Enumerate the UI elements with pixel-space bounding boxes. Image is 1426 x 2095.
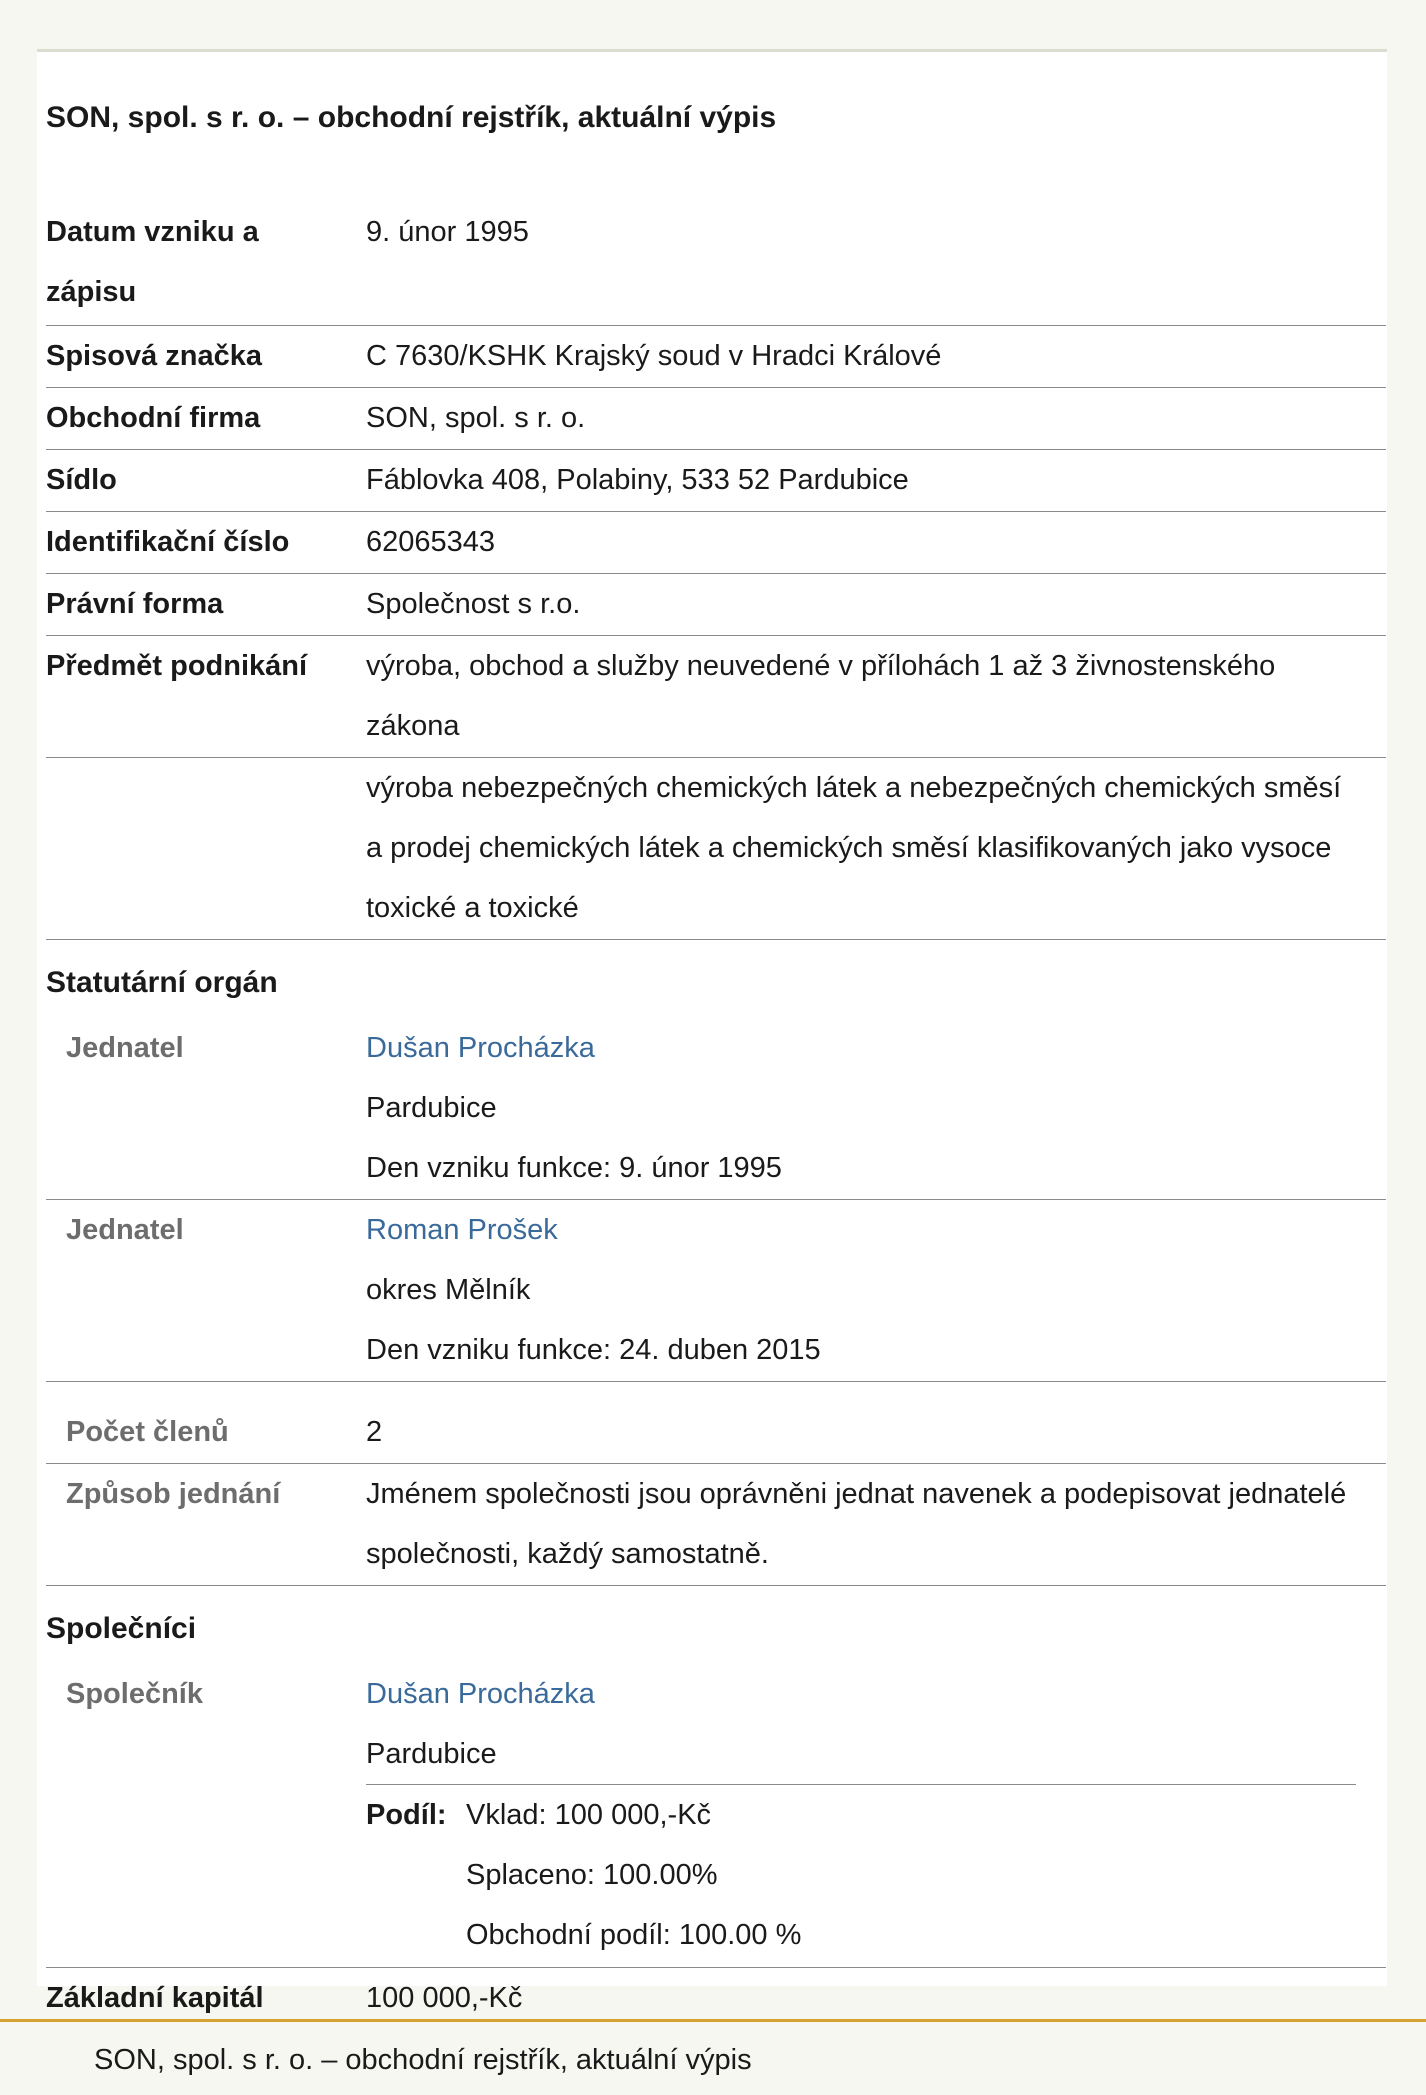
spolecnik-name-link[interactable]: Dušan Procházka	[366, 1678, 595, 1710]
zpusob-jednani-value	[366, 1464, 1386, 1584]
jednatel-2-name-link[interactable]: Roman Prošek	[366, 1214, 558, 1246]
datum-label-line1: Datum vzniku a	[46, 216, 259, 248]
row-pravni-forma	[46, 574, 1386, 636]
ico-value: 62065343	[366, 526, 496, 558]
footer-title: SON, spol. s r. o. – obchodní rejstřík, aktuální výpis	[94, 2044, 752, 2076]
spisova-label: Spisová značka	[46, 340, 262, 372]
jednatel-2-details	[366, 1200, 1386, 1380]
row-datum-vzniku	[46, 202, 1386, 326]
spisova-value: C 7630/KSHK Krajský soud v Hradci Králové	[366, 340, 942, 372]
predmet-item-2-line1: výroba nebezpečných chemických látek a nebezpečných chemických směsí	[366, 772, 1342, 804]
podil-values	[466, 1785, 801, 1965]
zpusob-jednani-line2: společnosti, každý samostatně.	[366, 1538, 769, 1570]
sidlo-value: Fáblovka 408, Polabiny, 533 52 Pardubice	[366, 464, 909, 496]
spolecnici-heading: Společníci	[46, 1612, 197, 1645]
row-obchodni-firma	[46, 388, 1386, 450]
jednatel-2-role: Jednatel	[66, 1214, 184, 1246]
firma-value: SON, spol. s r. o.	[366, 402, 586, 434]
jednatel-1-since: Den vzniku funkce: 9. únor 1995	[366, 1152, 782, 1184]
jednatel-1-place: Pardubice	[366, 1092, 497, 1124]
jednatel-2-since: Den vzniku funkce: 24. duben 2015	[366, 1334, 821, 1366]
kapital-value: 100 000,-Kč	[366, 1982, 523, 2014]
row-spisova-znacka	[46, 326, 1386, 388]
datum-label-line2: zápisu	[46, 276, 137, 308]
podil-obchodni: Obchodní podíl: 100.00 %	[466, 1919, 802, 1951]
pocet-clenu-label: Počet členů	[66, 1416, 229, 1448]
predmet-item-1	[366, 636, 1386, 756]
spolecnik-podil	[366, 1784, 1356, 1965]
row-zpusob-jednani	[46, 1464, 1386, 1586]
zpusob-jednani-label: Způsob jednání	[66, 1478, 281, 1510]
row-jednatel-1	[46, 1018, 1386, 1200]
row-predmet-podnikani-2	[46, 758, 1386, 940]
spolecnik-details	[366, 1664, 1386, 1784]
statutarni-heading: Statutární orgán	[46, 966, 278, 999]
forma-value: Společnost s r.o.	[366, 588, 581, 620]
zpusob-jednani-line1: Jménem společnosti jsou oprávněni jednat navenek a podepisovat jednatelé	[366, 1478, 1347, 1510]
datum-value: 9. únor 1995	[366, 216, 529, 248]
firma-label: Obchodní firma	[46, 402, 261, 434]
podil-vklad: Vklad: 100 000,-Kč	[466, 1799, 712, 1831]
podil-label: Podíl:	[366, 1799, 447, 1831]
pocet-clenu-value: 2	[366, 1416, 383, 1448]
jednatel-1-details	[366, 1018, 1386, 1198]
predmet-item-2-line2: a prodej chemických látek a chemických směsí klasifikovaných jako vysoce	[366, 832, 1332, 864]
predmet-label: Předmět podnikání	[46, 650, 308, 682]
row-spolecnik	[46, 1664, 1386, 1968]
predmet-item-2	[366, 758, 1386, 938]
jednatel-2-place: okres Mělník	[366, 1274, 531, 1306]
spolecnik-role: Společník	[66, 1678, 203, 1710]
datum-label	[46, 202, 346, 322]
jednatel-1-name-link[interactable]: Dušan Procházka	[366, 1032, 595, 1064]
spolecnik-place: Pardubice	[366, 1738, 497, 1770]
page-footer	[0, 2019, 1426, 2095]
jednatel-1-role: Jednatel	[66, 1032, 184, 1064]
row-sidlo	[46, 450, 1386, 512]
kapital-label: Základní kapitál	[46, 1982, 264, 2014]
row-predmet-podnikani	[46, 636, 1386, 758]
page-title: SON, spol. s r. o. – obchodní rejstřík, aktuální výpis	[46, 101, 777, 134]
row-pocet-clenu	[46, 1402, 1386, 1464]
predmet-item-2-line3: toxické a toxické	[366, 892, 579, 924]
predmet-item-1-line1: výroba, obchod a služby neuvedené v přílohách 1 až 3 živnostenského	[366, 650, 1276, 682]
row-ico	[46, 512, 1386, 574]
podil-splaceno: Splaceno: 100.00%	[466, 1859, 718, 1891]
ico-label: Identifikační číslo	[46, 526, 290, 558]
row-jednatel-2	[46, 1200, 1386, 1382]
register-extract-card	[37, 49, 1387, 2014]
sidlo-label: Sídlo	[46, 464, 117, 496]
forma-label: Právní forma	[46, 588, 224, 620]
predmet-item-1-line2: zákona	[366, 710, 460, 742]
